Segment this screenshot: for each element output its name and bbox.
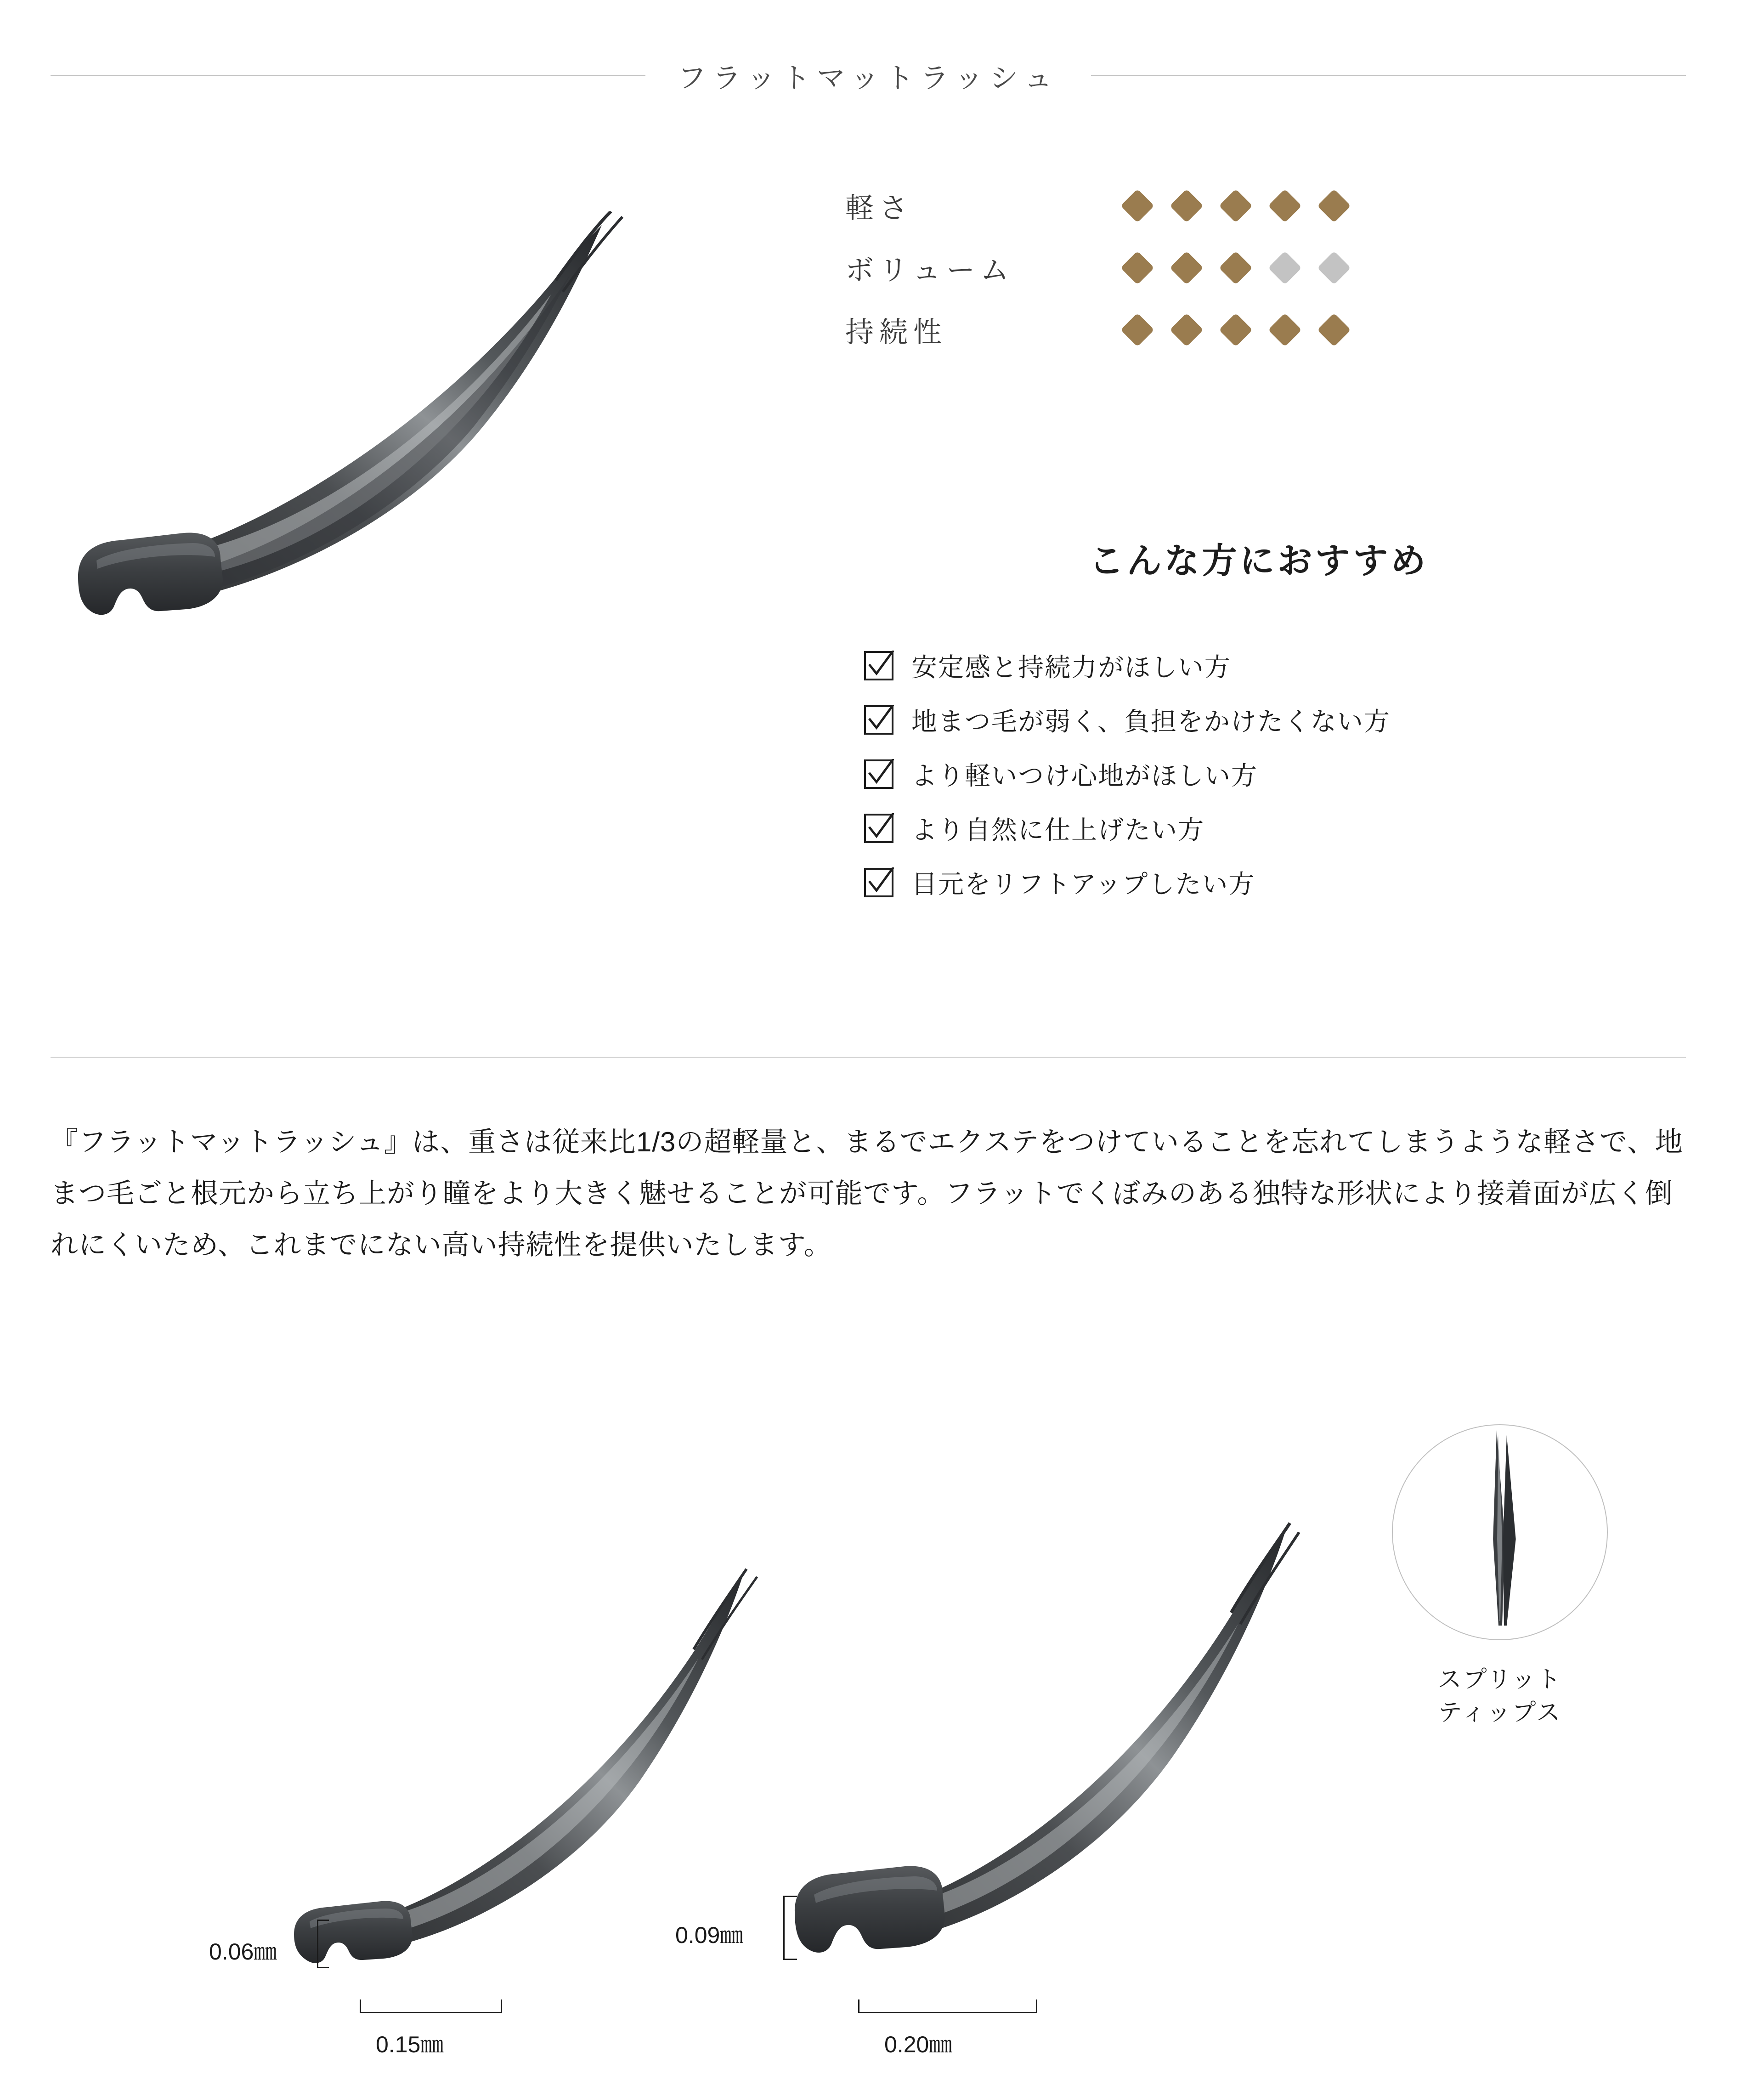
- diamond-filled: [1120, 313, 1154, 347]
- diamond-filled: [1170, 189, 1204, 223]
- width-bracket-small: [360, 1999, 502, 2013]
- rating-label-lightness: 軽さ: [845, 193, 914, 224]
- description-text: 『フラットマットラッシュ』は、重さは従来比1/3の超軽量と、まるでエクステをつけていることを忘れてしまうような軽さで、地まつ毛ごと根元から立ち上がり瞳をより大きく魅せることが可能です。フラットでくぼみのある独特な形状により接着面が広く倒れにくいため、これまでにない高い持続性を提供いたします。: [51, 1127, 1683, 1260]
- thickness-label-small: 0.06㎜: [209, 1939, 277, 1965]
- diamond-filled: [1120, 189, 1154, 223]
- diamond-filled: [1317, 189, 1351, 223]
- split-tips-detail: [1392, 1424, 1608, 1640]
- rating-row: [845, 299, 1672, 361]
- diamond-filled: [1268, 189, 1302, 223]
- list-item: [864, 855, 1700, 910]
- rating-diamonds-volume: [1125, 256, 1346, 280]
- dimensions-diagram: [0, 1415, 1764, 2086]
- diamond-empty: [1317, 251, 1351, 285]
- split-tips-label: [1392, 1663, 1608, 1729]
- rating-label-durability: 持続性: [845, 317, 948, 348]
- diamond-filled: [1120, 251, 1154, 285]
- list-item-label: 目元をリフトアップしたい方: [911, 870, 1255, 899]
- rating-label-volume: ボリューム: [845, 255, 1015, 286]
- recommend-heading: こんな方におすすめ: [1089, 542, 1429, 581]
- rating-row: [845, 237, 1672, 299]
- header-rule-right: [1091, 75, 1686, 76]
- section-divider: [51, 1057, 1686, 1058]
- diamond-filled: [1317, 313, 1351, 347]
- diamond-filled: [1219, 189, 1253, 223]
- check-icon: [864, 705, 894, 735]
- thickness-bracket-large: [783, 1896, 797, 1960]
- lash-hero-illustration: [69, 211, 822, 956]
- split-tips-label-line2: ティップス: [1438, 1699, 1562, 1726]
- list-item-label: 安定感と持続力がほしい方: [911, 653, 1231, 682]
- diamond-empty: [1268, 251, 1302, 285]
- list-item: [864, 639, 1700, 693]
- thickness-label-large: 0.09㎜: [675, 1922, 743, 1948]
- page-title: フラットマットラッシュ: [678, 62, 1059, 94]
- lash-illustration-large: [717, 1415, 1396, 1994]
- diamond-filled: [1268, 313, 1302, 347]
- list-item-label: より軽いつけ心地がほしい方: [911, 761, 1258, 790]
- width-label-large: 0.20㎜: [884, 2032, 952, 2057]
- header-rule-left: [51, 75, 645, 76]
- rating-row: [845, 175, 1672, 237]
- rating-diamonds-durability: [1125, 318, 1346, 342]
- list-item-label: より自然に仕上げたい方: [911, 816, 1204, 844]
- check-icon: [864, 867, 894, 898]
- ratings-panel: [845, 175, 1672, 361]
- diamond-filled: [1170, 251, 1204, 285]
- check-icon: [864, 813, 894, 844]
- check-icon: [864, 759, 894, 789]
- diamond-filled: [1219, 313, 1253, 347]
- recommend-list: [864, 639, 1700, 910]
- list-item: [864, 693, 1700, 747]
- check-icon: [864, 651, 894, 681]
- diamond-filled: [1219, 251, 1253, 285]
- width-bracket-large: [858, 1999, 1037, 2013]
- split-tips-label-line1: スプリット: [1437, 1666, 1562, 1693]
- width-label-small: 0.15㎜: [376, 2032, 444, 2057]
- list-item-label: 地まつ毛が弱く、負担をかけたくない方: [911, 707, 1391, 736]
- page-header: [51, 55, 1686, 96]
- list-item: [864, 801, 1700, 855]
- thickness-bracket-small: [317, 1920, 329, 1968]
- diamond-filled: [1170, 313, 1204, 347]
- rating-diamonds-lightness: [1125, 194, 1346, 218]
- list-item: [864, 747, 1700, 801]
